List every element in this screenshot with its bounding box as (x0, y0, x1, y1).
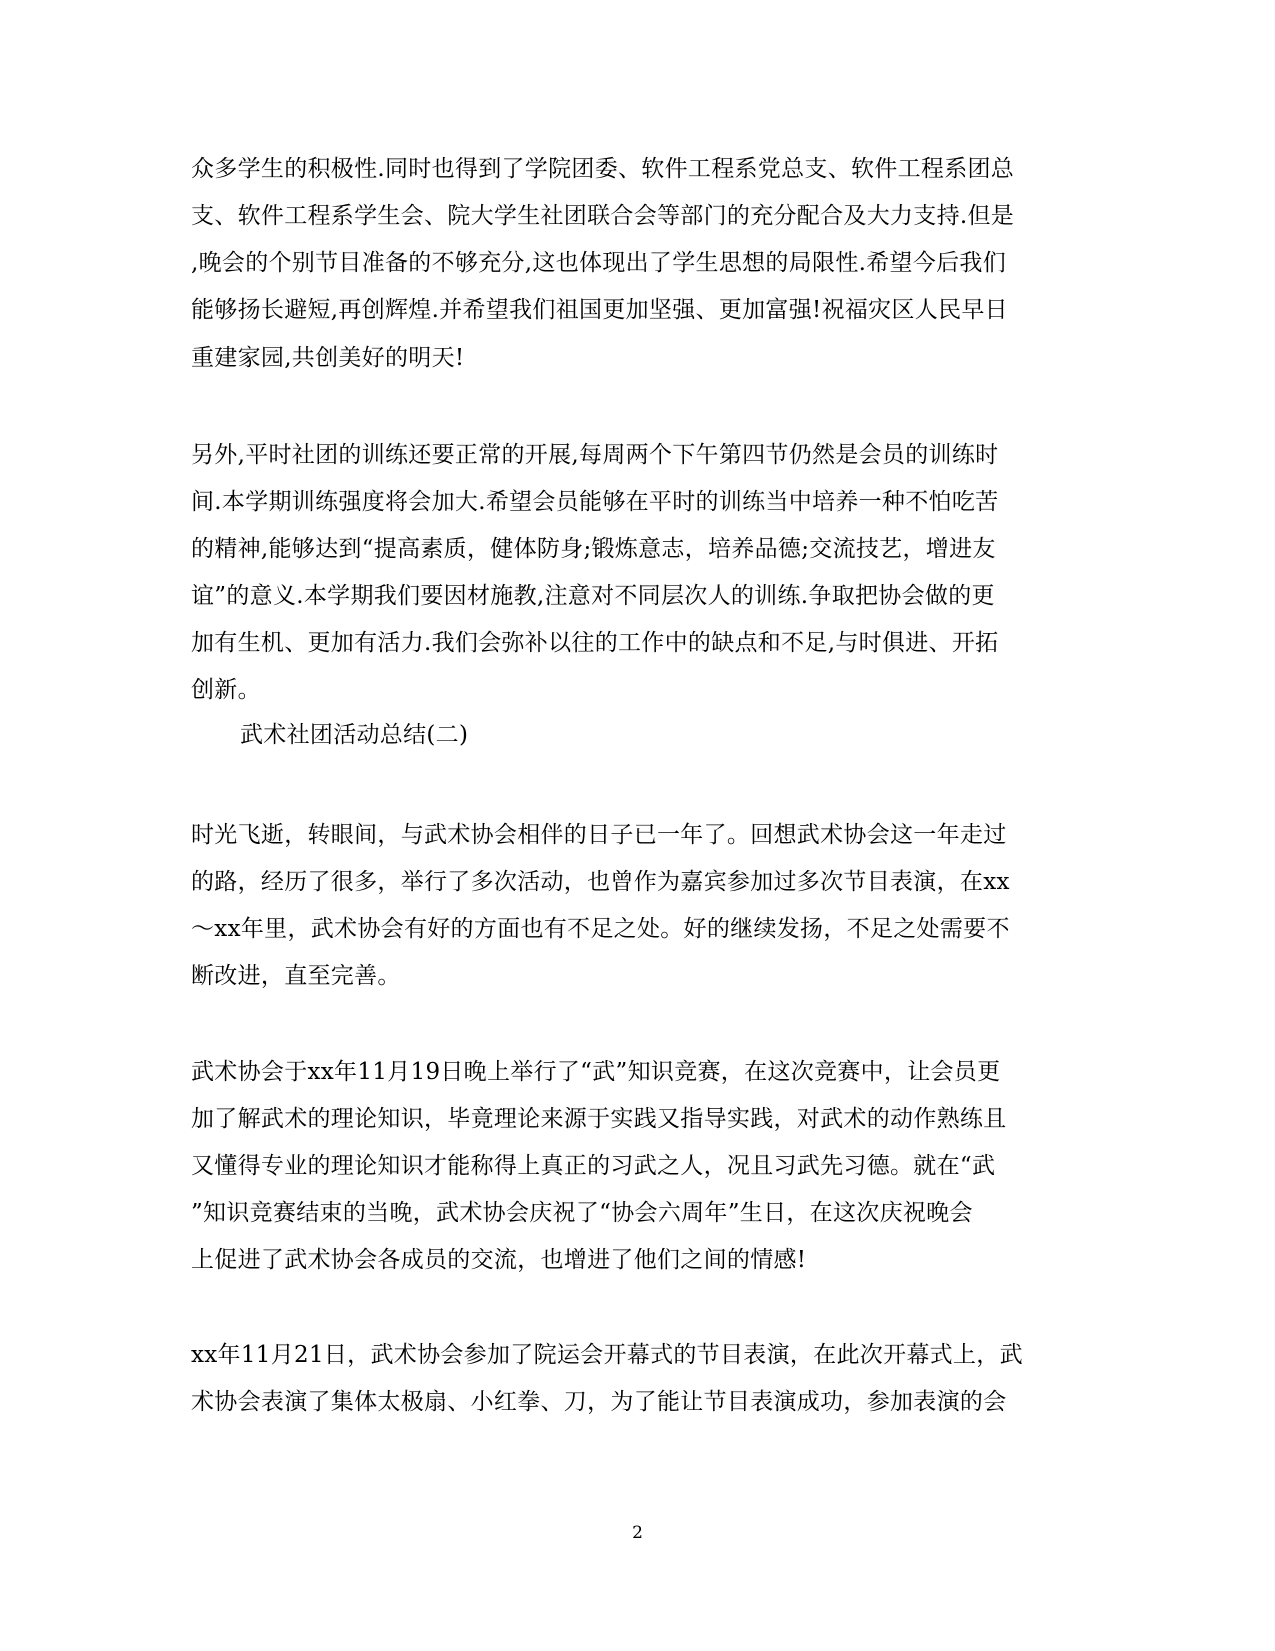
section-heading: 武术社团活动总结(二) (240, 722, 469, 748)
text-line: 另外,平时社团的训练还要正常的开展,每周两个下午第四节仍然是会员的训练时 (191, 442, 999, 468)
text-line: 能够扬长避短,再创辉煌.并希望我们祖国更加坚强、更加富强!祝福灾区人民早日 (191, 297, 1008, 323)
text-line: 术协会表演了集体太极扇、小红拳、刀，为了能让节目表演成功，参加表演的会 (191, 1389, 1007, 1415)
text-line: 间.本学期训练强度将会加大.希望会员能够在平时的训练当中培养一种不怕吃苦 (191, 489, 999, 515)
text-line: 加了解武术的理论知识，毕竟理论来源于实践又指导实践，对武术的动作熟练且 (191, 1106, 1007, 1132)
text-line: 断改进，直至完善。 (191, 963, 401, 989)
text-line: 众多学生的积极性.同时也得到了学院团委、软件工程系党总支、软件工程系团总 (191, 156, 1015, 182)
text-line: 支、软件工程系学生会、院大学生社团联合会等部门的充分配合及大力支持.但是 (191, 203, 1015, 229)
text-line: 时光飞逝，转眼间，与武术协会相伴的日子已一年了。回想武术协会这一年走过 (191, 822, 1007, 848)
text-line: ～xx年里，武术协会有好的方面也有不足之处。好的继续发扬，不足之处需要不 (191, 916, 1010, 942)
text-line: 创新。 (191, 677, 261, 703)
text-line: ,晚会的个别节目准备的不够充分,这也体现出了学生思想的局限性.希望今后我们 (191, 250, 1007, 276)
text-line: 谊”的意义.本学期我们要因材施教,注意对不同层次人的训练.争取把协会做的更 (191, 583, 995, 609)
text-line: 又懂得专业的理论知识才能称得上真正的习武之人，况且习武先习德。就在“武 (191, 1153, 996, 1179)
text-line: ”知识竞赛结束的当晚，武术协会庆祝了“协会六周年”生日，在这次庆祝晚会 (191, 1200, 973, 1226)
text-line: 武术协会于xx年11月19日晚上举行了“武”知识竞赛，在这次竞赛中，让会员更 (191, 1059, 1001, 1085)
text-line: xx年11月21日，武术协会参加了院运会开幕式的节目表演，在此次开幕式上，武 (191, 1342, 1023, 1368)
text-line: 重建家园,共创美好的明天! (191, 345, 465, 371)
page-number: 2 (632, 1523, 643, 1543)
text-line: 上促进了武术协会各成员的交流，也增进了他们之间的情感! (191, 1247, 807, 1273)
text-line: 加有生机、更加有活力.我们会弥补以往的工作中的缺点和不足,与时俱进、开拓 (191, 630, 999, 656)
text-line: 的路，经历了很多，举行了多次活动，也曾作为嘉宾参加过多次节目表演，在xx (191, 869, 1010, 895)
text-line: 的精神,能够达到“提高素质，健体防身;锻炼意志，培养品德;交流技艺，增进友 (191, 536, 996, 562)
